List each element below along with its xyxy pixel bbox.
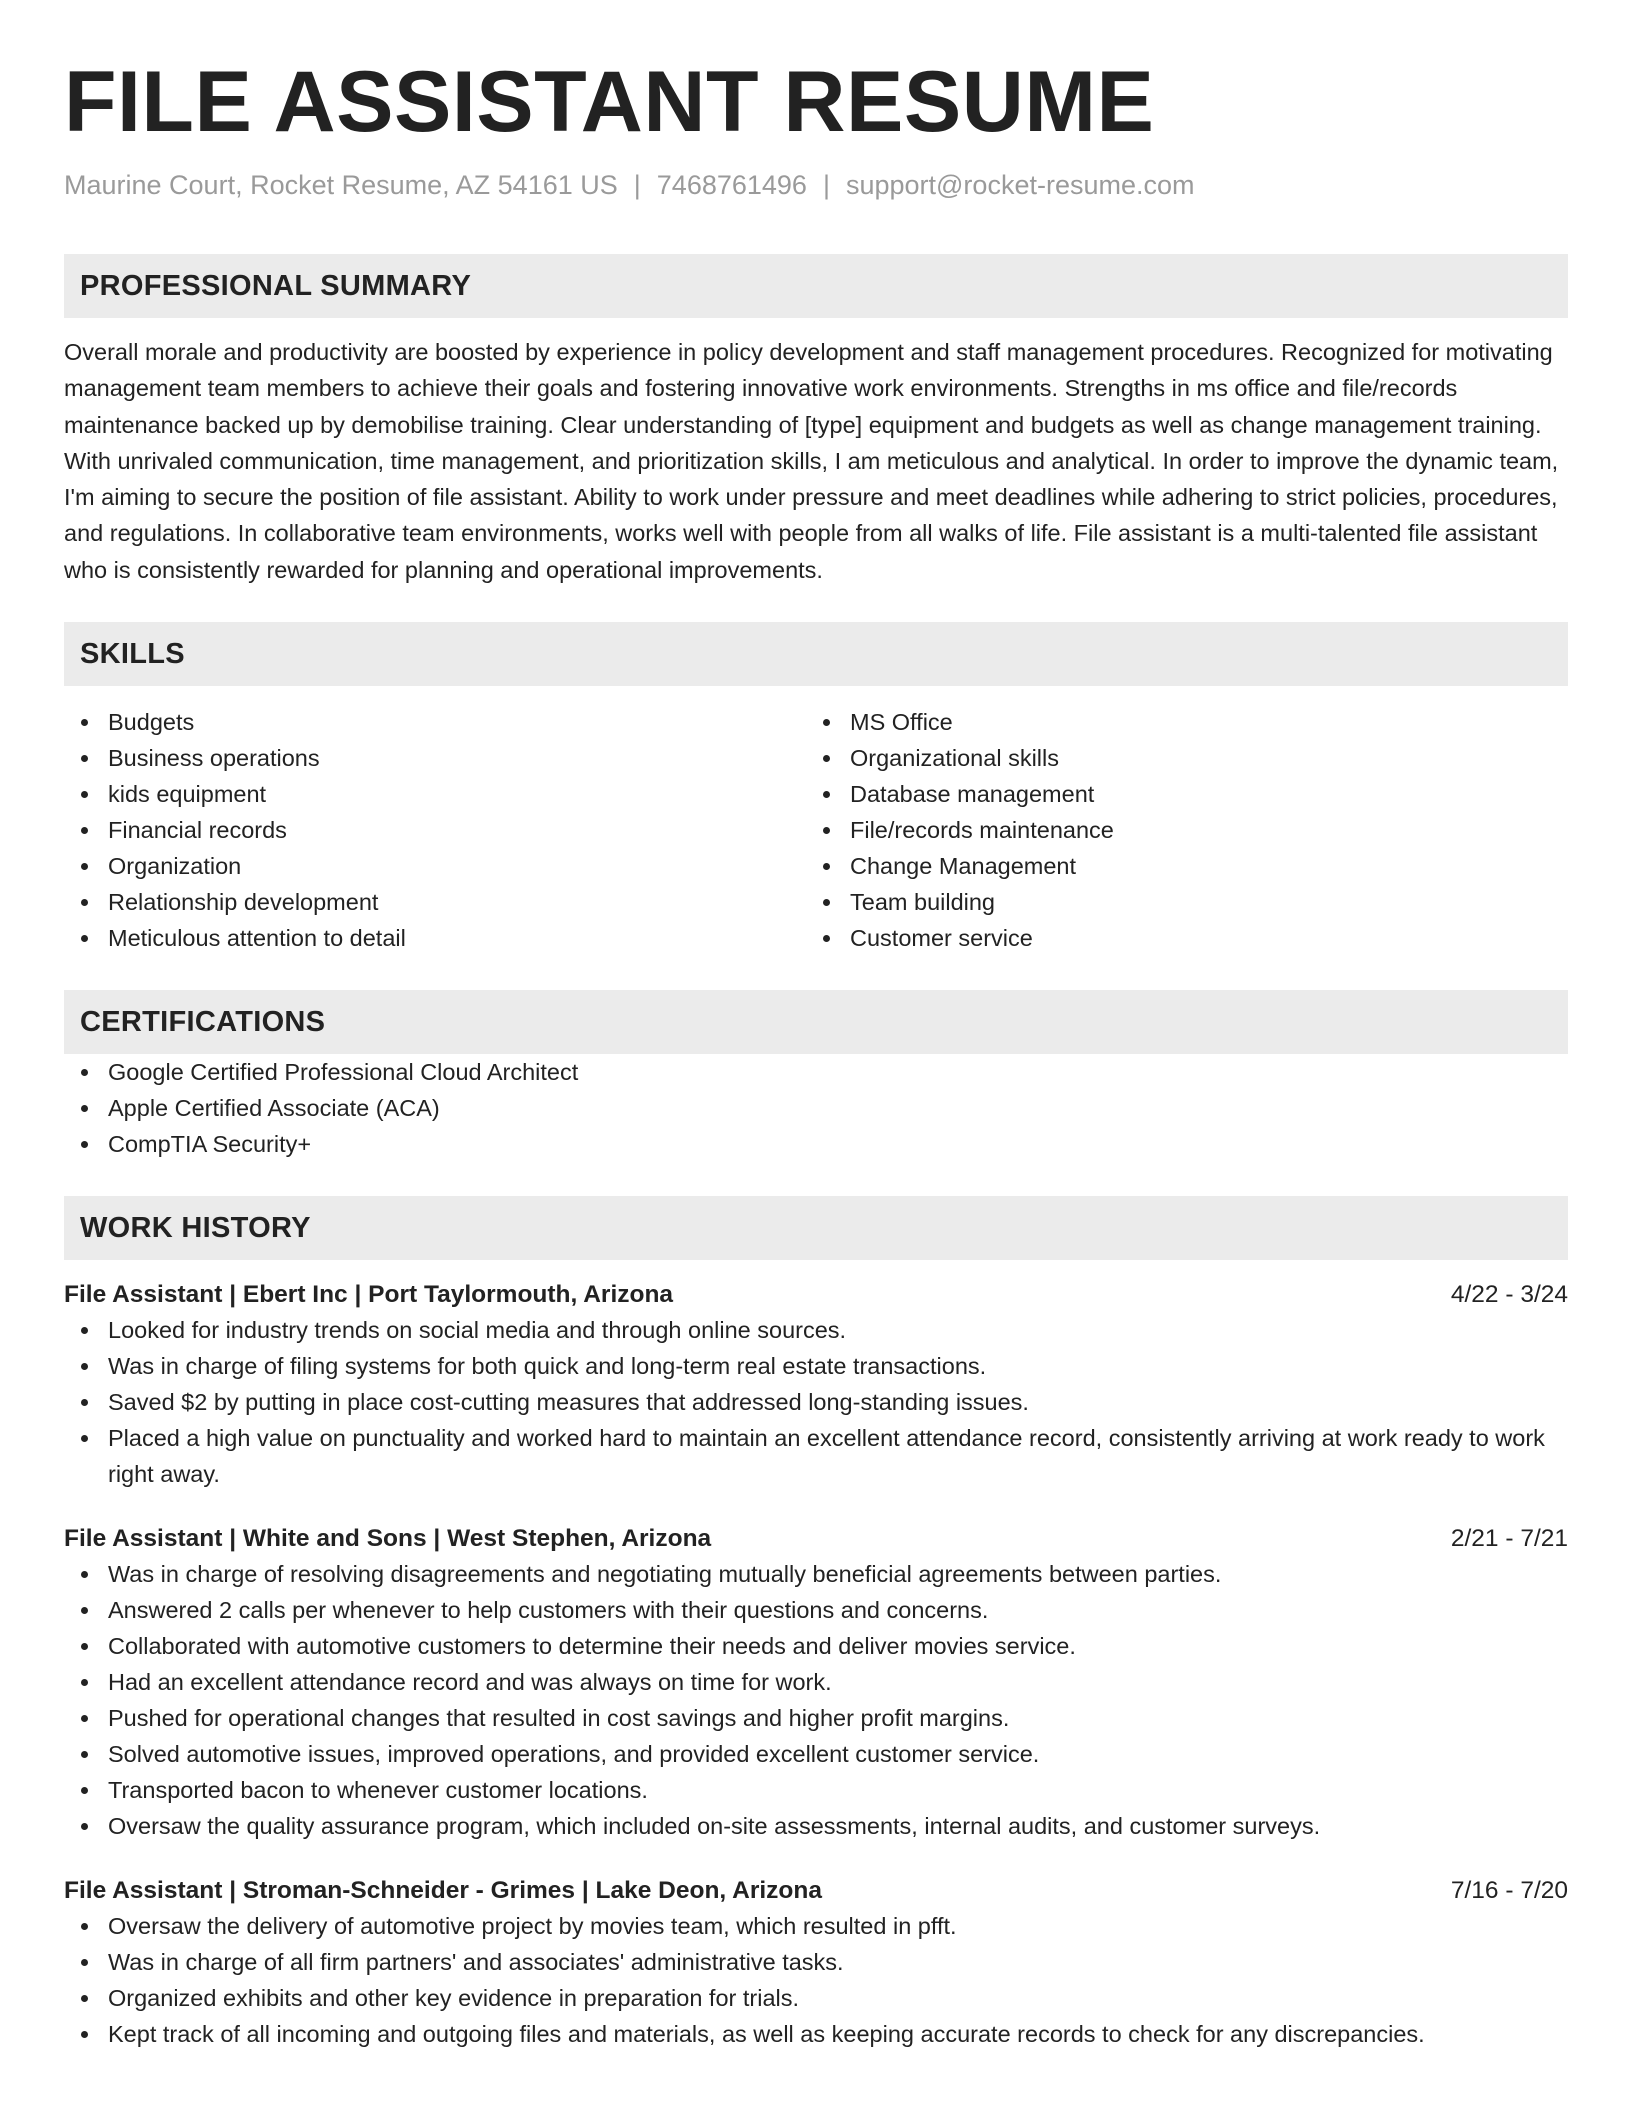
skill-item: Organization: [64, 848, 806, 884]
job-duties-list: [64, 1556, 1568, 1844]
skills-column-right: [806, 704, 1548, 956]
skill-item: Budgets: [64, 704, 806, 740]
skill-item: MS Office: [806, 704, 1548, 740]
certification-item: Google Certified Professional Cloud Architect: [64, 1054, 1568, 1090]
section-heading-skills: SKILLS: [64, 622, 1568, 686]
resume-title: FILE ASSISTANT RESUME: [64, 54, 1155, 150]
skill-item: Organizational skills: [806, 740, 1548, 776]
job-entry: [64, 1278, 1568, 1492]
job-duty-item: Oversaw the delivery of automotive project by movies team, which resulted in pfft.: [64, 1908, 1568, 1944]
skill-item: Meticulous attention to detail: [64, 920, 806, 956]
section-heading-certifications: CERTIFICATIONS: [64, 990, 1568, 1054]
job-duty-item: Organized exhibits and other key evidence in preparation for trials.: [64, 1980, 1568, 2016]
certifications-list: [64, 1054, 1568, 1162]
job-duty-item: Solved automotive issues, improved operations, and provided excellent customer service.: [64, 1736, 1568, 1772]
job-entry: [64, 1874, 1568, 2052]
skills-column-left: [64, 704, 806, 956]
contact-separator: |: [822, 170, 830, 200]
job-duty-item: Was in charge of all firm partners' and associates' administrative tasks.: [64, 1944, 1568, 1980]
skills-grid: [64, 704, 1568, 956]
job-duty-item: Had an excellent attendance record and was always on time for work.: [64, 1664, 1568, 1700]
skill-item: Customer service: [806, 920, 1548, 956]
contact-separator: |: [633, 170, 641, 200]
contact-phone: 7468761496: [656, 170, 807, 200]
section-heading-summary: PROFESSIONAL SUMMARY: [64, 254, 1568, 318]
job-dates: 2/21 - 7/21: [1450, 1525, 1568, 1553]
contact-address: Maurine Court, Rocket Resume, AZ 54161 US: [64, 170, 618, 200]
job-duty-item: Answered 2 calls per whenever to help customers with their questions and concerns.: [64, 1592, 1568, 1628]
skill-item: Database management: [806, 776, 1548, 812]
skill-item: Team building: [806, 884, 1548, 920]
job-duty-item: Pushed for operational changes that resulted in cost savings and higher profit margins.: [64, 1700, 1568, 1736]
skill-item: Relationship development: [64, 884, 806, 920]
job-duty-item: Collaborated with automotive customers to determine their needs and deliver movies service.: [64, 1628, 1568, 1664]
job-dates: 7/16 - 7/20: [1450, 1877, 1568, 1905]
contact-email[interactable]: support@rocket-resume.com: [845, 170, 1195, 200]
job-entry: [64, 1522, 1568, 1844]
job-duty-item: Looked for industry trends on social media and through online sources.: [64, 1312, 1568, 1348]
job-duties-list: [64, 1312, 1568, 1492]
section-heading-work-history: WORK HISTORY: [64, 1196, 1568, 1260]
skill-item: kids equipment: [64, 776, 806, 812]
certification-item: CompTIA Security+: [64, 1126, 1568, 1162]
contact-line: [64, 168, 1568, 202]
skill-item: Change Management: [806, 848, 1548, 884]
job-title: File Assistant | Stroman-Schneider - Grimes | Lake Deon, Arizona: [64, 1877, 822, 1905]
job-dates: 4/22 - 3/24: [1450, 1281, 1568, 1309]
job-duty-item: Saved $2 by putting in place cost-cutting measures that addressed long-standing issues.: [64, 1384, 1568, 1420]
summary-paragraph: Overall morale and productivity are boosted by experience in policy development and staff management procedures. Recognized for motivating management team members to achieve their goals and fostering innovative work environments. Strengths in ms office and file/records maintenance backed up by demobilise training. Clear understanding of [type] equipment and budgets as well as change management training. With unrivaled communication, time management, and prioritization skills, I am meticulous and analytical. In order to improve the dynamic team, I'm aiming to secure the position of file assistant. Ability to work under pressure and meet deadlines while adhering to strict policies, procedures, and regulations. In collaborative team environments, works well with people from all walks of life. File assistant is a multi-talented file assistant who is consistently rewarded for planning and operational improvements.: [64, 339, 1559, 583]
job-duties-list: [64, 1908, 1568, 2052]
job-title: File Assistant | Ebert Inc | Port Taylormouth, Arizona: [64, 1281, 674, 1309]
job-header: [64, 1522, 1568, 1556]
skill-item: File/records maintenance: [806, 812, 1548, 848]
skill-item: Business operations: [64, 740, 806, 776]
job-duty-item: Oversaw the quality assurance program, which included on-site assessments, internal audits, and customer surveys.: [64, 1808, 1568, 1844]
skill-item: Financial records: [64, 812, 806, 848]
job-duty-item: Placed a high value on punctuality and worked hard to maintain an excellent attendance record, consistently arriving at work ready to work right away.: [64, 1420, 1568, 1492]
job-duty-item: Was in charge of resolving disagreements and negotiating mutually beneficial agreements between parties.: [64, 1556, 1568, 1592]
job-duty-item: Kept track of all incoming and outgoing files and materials, as well as keeping accurate records to check for any discrepancies.: [64, 2016, 1568, 2052]
certification-item: Apple Certified Associate (ACA): [64, 1090, 1568, 1126]
job-header: [64, 1874, 1568, 1908]
job-duty-item: Was in charge of filing systems for both quick and long-term real estate transactions.: [64, 1348, 1568, 1384]
job-title: File Assistant | White and Sons | West Stephen, Arizona: [64, 1525, 712, 1553]
job-duty-item: Transported bacon to whenever customer locations.: [64, 1772, 1568, 1808]
job-header: [64, 1278, 1568, 1312]
resume-page: [64, 52, 1568, 2052]
